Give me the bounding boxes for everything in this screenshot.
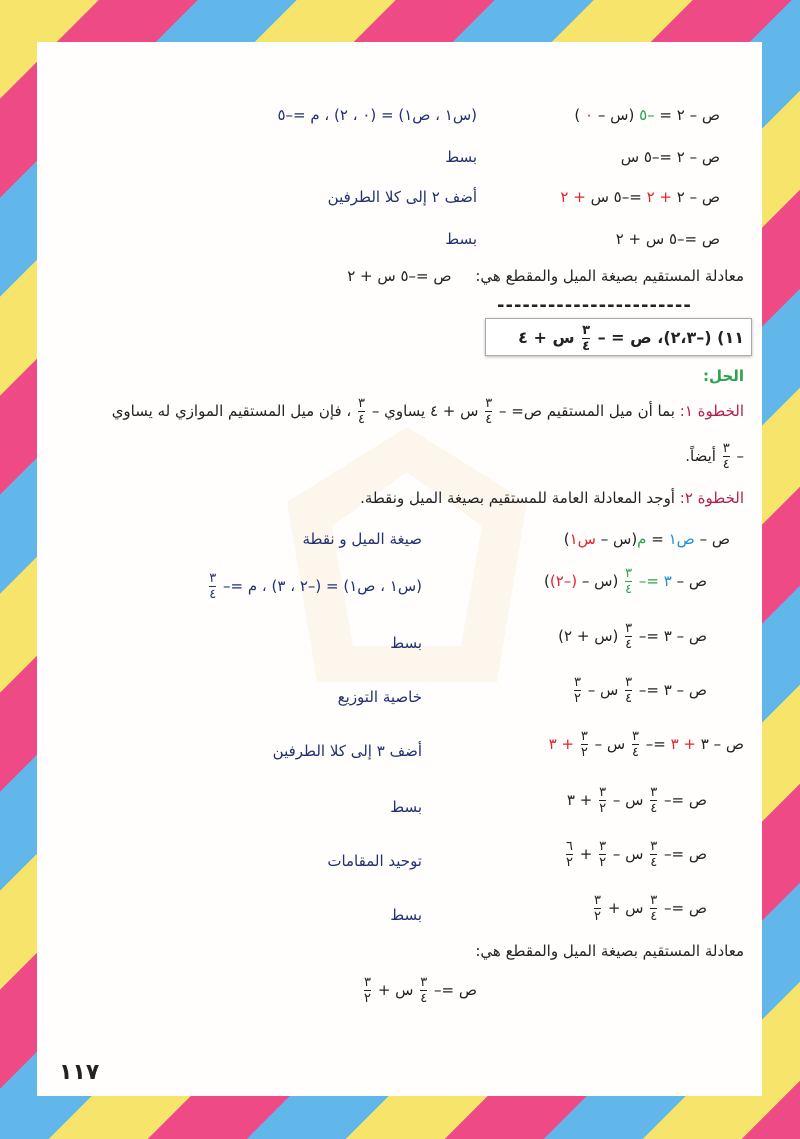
- eq-row-3-note: أضف ٢ إلى كلا الطرفين: [327, 188, 477, 206]
- step-2-text: أوجد المعادلة العامة للمستقيم بصيغة الميل ونقطة.: [360, 489, 675, 507]
- s7-frac-2: [599, 840, 606, 869]
- frac-num: ٣: [594, 893, 602, 908]
- step-1-t3: ، فإن ميل المستقيم الموازي له يساوي: [111, 402, 352, 421]
- solve-row-3-note: بسط: [390, 634, 422, 652]
- frac-num: ٣: [582, 323, 591, 338]
- step-1-line-2: [685, 442, 744, 471]
- result-line-1-text: معادلة المستقيم بصيغة الميل والمقطع هي:: [475, 267, 744, 285]
- final-equation: [362, 976, 477, 1005]
- s1-y1: ص١: [668, 530, 695, 548]
- final-frac-2: [364, 976, 371, 1005]
- frac-num: ٣: [364, 975, 372, 990]
- frac-den: ٤: [358, 411, 366, 427]
- frac-num: ٣: [599, 839, 607, 854]
- frac-num: ٣: [420, 975, 428, 990]
- step-1-t4: –: [736, 447, 744, 466]
- solve-row-1-note: صيغة الميل و نقطة: [302, 530, 422, 548]
- step-1-t2: س + ٤ يساوي –: [371, 402, 479, 421]
- frac-num: ٣: [650, 839, 658, 854]
- solve-row-5: [549, 730, 744, 759]
- frac-num: ٣: [580, 729, 588, 744]
- eq-row-1-slope: –٥: [639, 106, 655, 124]
- s7-a: ص =–: [664, 845, 707, 864]
- final-text: معادلة المستقيم بصيغة الميل والمقطع هي:: [475, 942, 744, 960]
- watermark-logo: [257, 412, 557, 712]
- frac-num: ٣: [358, 396, 366, 411]
- frac-den: ٢: [574, 690, 581, 706]
- frac-num: ٣: [631, 729, 639, 744]
- frac-num: ٣: [722, 441, 730, 456]
- s6-b: س –: [612, 791, 644, 810]
- s3-a: ص – ٣ =–: [638, 627, 707, 646]
- eq-row-4-note: بسط: [445, 230, 477, 248]
- s4-a: ص – ٣ =–: [638, 681, 707, 700]
- frac-num: ٣: [650, 785, 658, 800]
- s5-b: + ٣: [670, 735, 696, 754]
- eq-row-2: ص – ٢ =–٥ س: [620, 148, 720, 166]
- eq-row-1-x1: ٠: [585, 106, 594, 124]
- s6-frac-1: [650, 786, 657, 815]
- frac-num: ٣: [650, 893, 658, 908]
- s7-frac-3: [566, 840, 573, 869]
- s5-a: ص – ٣: [700, 735, 744, 754]
- step-1-line-1: [112, 397, 744, 426]
- s5-frac-1: [632, 730, 639, 759]
- s8-a: ص =–: [664, 899, 707, 918]
- page-number: ١١٧: [59, 1060, 100, 1085]
- frac-num: ٣: [574, 675, 581, 690]
- eq-row-3: [560, 188, 720, 206]
- step-2-label: الخطوة ٢:: [679, 489, 744, 507]
- s2-y1: ٣: [663, 572, 672, 591]
- eq-row-2-note: بسط: [445, 148, 477, 166]
- frac-den: ٤: [582, 338, 591, 354]
- eq-row-3-c: =–٥ س: [590, 188, 642, 206]
- frac-den: ٤: [631, 744, 639, 760]
- s6-a: ص =–: [664, 791, 707, 810]
- solve-row-5-note: أضف ٣ إلى كلا الطرفين: [272, 742, 422, 760]
- eq-row-3-d: + ٢: [560, 188, 586, 206]
- final-a: ص =–: [434, 981, 477, 1000]
- solve-row-2-note: [207, 572, 422, 601]
- solve-row-2: [544, 567, 707, 596]
- s1-m: م: [637, 530, 647, 548]
- s3-frac: [625, 622, 632, 651]
- question-number: ١١): [717, 328, 744, 348]
- frac-den: ٤: [420, 990, 428, 1006]
- frac-den: ٢: [580, 744, 588, 760]
- s4-frac-1: [625, 676, 632, 705]
- s1-g: ): [563, 530, 570, 548]
- frac-den: ٤: [625, 690, 633, 706]
- question-point: (–٢،٣)،: [657, 328, 712, 348]
- s7-frac-1: [650, 840, 657, 869]
- s8-b: س +: [607, 899, 644, 918]
- s5-frac-2: [581, 730, 588, 759]
- s6-frac-2: [599, 786, 606, 815]
- step-1-frac-2: [358, 397, 365, 426]
- frac-num: ٣: [625, 675, 633, 690]
- frac-den: ٢: [364, 990, 372, 1006]
- solve-row-7: [564, 840, 707, 869]
- solve-row-6: [567, 786, 707, 815]
- s2-a: ص –: [676, 572, 707, 591]
- s2-note-frac: [209, 572, 216, 601]
- eq-row-1-note: (س١ ، ص١) = (٠ ، ٢) ، م =–٥: [277, 106, 477, 124]
- question-fraction: [582, 324, 590, 353]
- step-1-label: الخطوة ١:: [679, 402, 744, 421]
- final-frac-1: [420, 976, 427, 1005]
- s2-c: =–: [638, 572, 659, 591]
- solve-row-1: [564, 530, 730, 548]
- step-2-line: [360, 489, 744, 507]
- s1-e: (س –: [600, 530, 638, 548]
- step-1-t1: بما أن ميل المستقيم ص= –: [499, 402, 675, 421]
- frac-num: ٣: [599, 785, 607, 800]
- result-line-1: [347, 267, 744, 285]
- frac-den: ٤: [722, 456, 730, 472]
- s5-e: س –: [594, 735, 626, 754]
- eq-row-1: [574, 106, 720, 124]
- solve-row-4: [572, 676, 707, 705]
- eq-row-1-d: ): [574, 106, 581, 124]
- final-b: س +: [377, 981, 414, 1000]
- s7-b: س –: [612, 845, 644, 864]
- s1-a: ص –: [699, 530, 730, 548]
- frac-num: ٣: [209, 571, 217, 586]
- solve-row-8: [592, 894, 707, 923]
- frac-den: ٤: [650, 854, 658, 870]
- eq-row-1-b: (س –: [597, 106, 635, 124]
- frac-num: ٣: [625, 621, 633, 636]
- s2-x1: (–٢): [549, 572, 578, 591]
- question-eq-a: ص = –: [597, 328, 652, 348]
- eq-row-1-a: ص – ٢ =: [659, 106, 720, 124]
- s8-frac-1: [650, 894, 657, 923]
- frac-den: ٤: [650, 800, 658, 816]
- solve-row-8-note: بسط: [390, 906, 422, 924]
- frac-num: ٣: [485, 396, 493, 411]
- s3-b: (س + ٢): [558, 627, 619, 646]
- s7-c: +: [579, 845, 593, 864]
- eq-row-3-a: ص – ٢: [676, 188, 720, 206]
- frac-den: ٢: [594, 908, 602, 924]
- solution-label: الحل:: [703, 367, 744, 385]
- frac-num: ٣: [625, 566, 633, 581]
- s8-frac-2: [594, 894, 601, 923]
- step-1-t5: أيضاً.: [685, 447, 716, 466]
- solve-row-6-note: بسط: [390, 798, 422, 816]
- step-1-frac-1: [485, 397, 492, 426]
- frac-den: ٤: [625, 636, 633, 652]
- s4-b: س –: [587, 681, 619, 700]
- s4-frac-2: [574, 676, 581, 705]
- s2-g: ): [543, 572, 550, 591]
- solve-row-7-note: توحيد المقامات: [327, 852, 422, 870]
- question-11: [518, 324, 744, 353]
- page-sheet: [37, 42, 762, 1096]
- frac-den: ٤: [209, 586, 217, 602]
- result-line-1-eq: ص =–٥ س + ٢: [347, 267, 452, 285]
- solve-row-4-note: خاصية التوزيع: [337, 688, 422, 706]
- s2-slope-frac: [625, 567, 632, 596]
- solve-row-3: [558, 622, 707, 651]
- eq-row-4: ص =–٥ س + ٢: [615, 230, 720, 248]
- s6-c: + ٣: [566, 791, 593, 810]
- question-eq-b: س + ٤: [518, 328, 575, 348]
- s1-x1: س١: [569, 530, 596, 548]
- s5-f: + ٣: [548, 735, 575, 754]
- frac-num: ٦: [565, 839, 573, 854]
- s5-c: =–: [645, 735, 666, 754]
- s2-note-text: (س١ ، ص١) = (–٢ ، ٣) ، م =–: [223, 577, 422, 596]
- divider-dashes: -----------------------: [497, 295, 692, 316]
- s2-e: (س –: [581, 572, 619, 591]
- step-1-frac-3: [723, 442, 730, 471]
- frac-den: ٢: [599, 800, 607, 816]
- frac-den: ٤: [485, 411, 493, 427]
- frac-den: ٢: [565, 854, 573, 870]
- s1-eq: =: [651, 530, 664, 548]
- frac-den: ٢: [599, 854, 607, 870]
- eq-row-3-b: + ٢: [646, 188, 672, 206]
- frac-den: ٤: [625, 581, 633, 597]
- frac-den: ٤: [650, 908, 658, 924]
